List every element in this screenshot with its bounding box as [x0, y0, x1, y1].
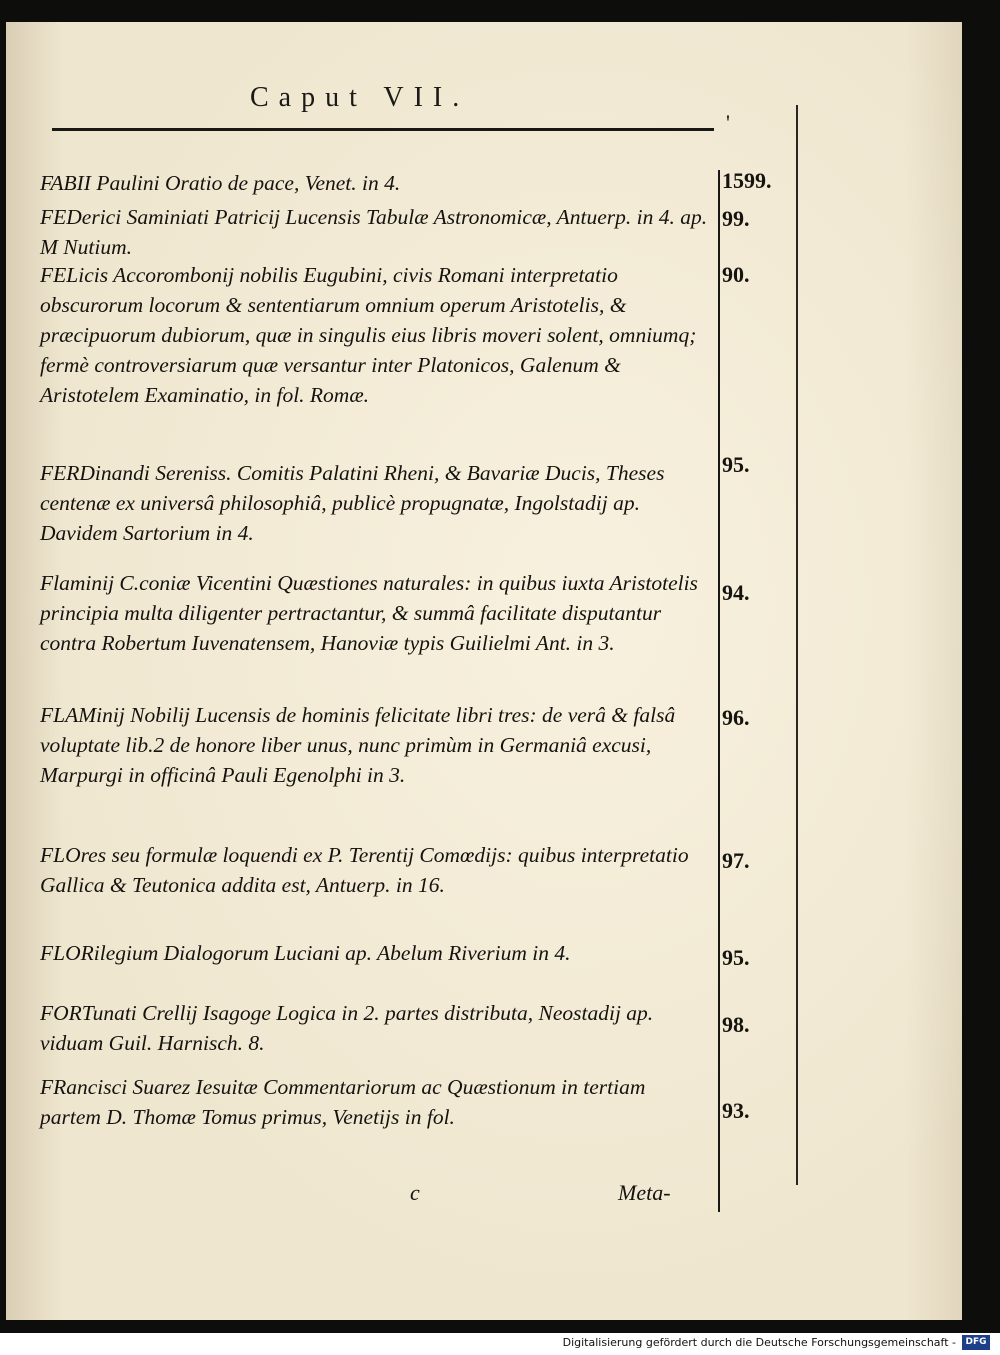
entry-4: FERDinandi Sereniss. Comitis Palatini Rheni, & Bavariæ Ducis, Theses centenæ ex universâ philosophiâ, publicè propugnatæ, Ingolstadij ap. Davidem Sartorium in 4.: [40, 461, 665, 545]
entry-10: FRancisci Suarez Iesuitæ Commentariorum ac Quæstionum in tertiam partem D. Thomæ Tomus primus, Venetijs in fol.: [40, 1075, 646, 1129]
dfg-logo-icon: DFG: [962, 1335, 990, 1350]
entry-3-number: 90.: [722, 262, 750, 287]
entry-9: FORTunati Crellij Isagoge Logica in 2. partes distributa, Neostadij ap. viduam Guil. Harnisch. 8.: [40, 1001, 654, 1055]
column-divider: [718, 170, 720, 1212]
footer-credit: Digitalisierung gefördert durch die Deutsche Forschungsgemeinschaft -: [562, 1336, 956, 1349]
entry-8-number: 95.: [722, 945, 750, 970]
entry-3: FELicis Accorombonij nobilis Eugubini, civis Romani interpretatio obscurorum locorum & sententiarum omnium operum Aristotelis, & præcipuorum dubiorum, quæ in singulis eius libris moveri solent, omniumq; fermè controversiarum quæ versantur inter Platonicos, Galenum & Aristotelem Examinatio, in fol. Romæ.: [40, 263, 697, 407]
signature-mark: c: [410, 1180, 420, 1205]
entry-2-number: 99.: [722, 206, 750, 231]
entry-1: FABII Paulini Oratio de pace, Venet. in 4.: [40, 171, 401, 195]
entry-8: FLORilegium Dialogorum Luciani ap. Abelum Riverium in 4.: [40, 941, 571, 965]
footer-bar: [0, 1333, 1000, 1355]
entry-6: FLAMinij Nobilij Lucensis de hominis felicitate libri tres: de verâ & falsâ voluptate lib.2 de honore liber unus, nunc primùm in Germaniâ excusi, Marpurgi in officinâ Pauli Egenolphi in 3.: [40, 703, 676, 787]
corner-mark: ': [726, 110, 730, 135]
entry-7: FLOres seu formulæ loquendi ex P. Terentij Comœdijs: quibus interpretatio Gallica & Teutonica addita est, Antuerp. in 16.: [40, 843, 689, 897]
entry-1-number: 1599.: [722, 168, 772, 193]
entry-10-number: 93.: [722, 1098, 750, 1123]
entry-6-number: 96.: [722, 705, 750, 730]
header-rule: [52, 128, 714, 131]
entry-7-number: 97.: [722, 848, 750, 873]
entry-9-number: 98.: [722, 1012, 750, 1037]
entry-5: Flaminij C.coniæ Vicentini Quæstiones naturales: in quibus iuxta Aristotelis principia multa diligenter pertractantur, & summâ facilitate disputantur contra Robertum Iuvenatensem, Hanoviæ typis Guilielmi Ant. in 3.: [40, 571, 698, 655]
catchword: Meta-: [618, 1180, 671, 1205]
entry-5-number: 94.: [722, 580, 750, 605]
entry-2: FEDerici Saminiati Patricij Lucensis Tabulæ Astronomicæ, Antuerp. in 4. ap. M Nutium.: [40, 205, 708, 259]
entry-4-number: 95.: [722, 452, 750, 477]
page-header: Caput VII.: [250, 82, 470, 113]
